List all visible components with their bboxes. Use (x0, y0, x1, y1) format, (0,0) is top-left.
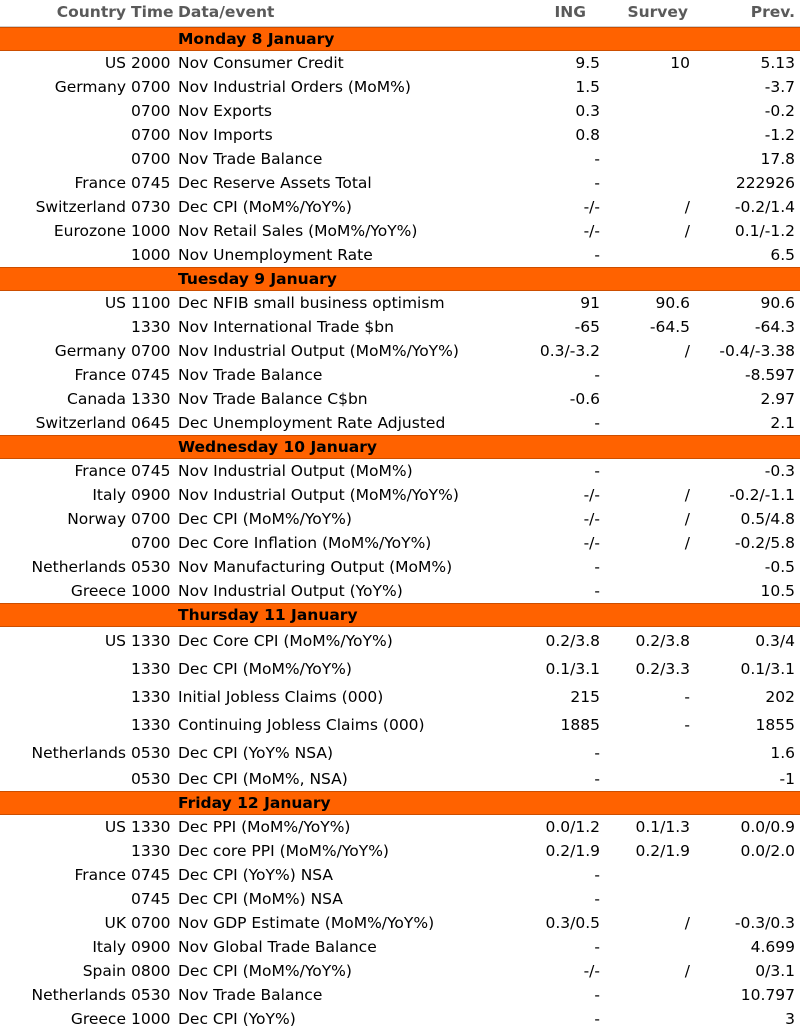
row-previous: 0.1/-1.2 (734, 222, 795, 240)
table-row (0, 315, 800, 339)
table-row (0, 387, 800, 411)
row-previous: -8.597 (745, 366, 795, 384)
row-event: Nov Global Trade Balance (178, 938, 377, 956)
row-country: Italy (92, 486, 126, 504)
row-event: Nov Trade Balance (178, 986, 323, 1004)
row-time: 0700 (131, 102, 171, 120)
row-previous: 0.0/0.9 (740, 818, 795, 836)
row-time: 0700 (131, 510, 171, 528)
table-row (0, 935, 800, 959)
row-previous: -0.2/1.4 (734, 198, 795, 216)
row-survey-forecast: / (684, 198, 690, 216)
row-event: Dec Core CPI (MoM%/YoY%) (178, 632, 393, 650)
row-previous: -0.3/0.3 (734, 914, 795, 932)
row-country: Netherlands (31, 986, 126, 1004)
row-country: Eurozone (53, 222, 126, 240)
table-row (0, 555, 800, 579)
row-time: 1330 (131, 716, 171, 734)
table-row (0, 75, 800, 99)
row-ing-forecast: - (594, 462, 600, 480)
row-time: 0800 (131, 962, 171, 980)
row-previous: 1.6 (770, 744, 795, 762)
table-row (0, 863, 800, 887)
row-country: Germany (54, 78, 126, 96)
days-container (0, 27, 800, 1031)
table-row (0, 683, 800, 711)
row-country: US (104, 818, 126, 836)
row-ing-forecast: 0.3 (575, 102, 600, 120)
row-ing-forecast: 215 (570, 688, 600, 706)
table-row (0, 291, 800, 315)
row-event: Nov Trade Balance C$bn (178, 390, 368, 408)
row-ing-forecast: 0.3/0.5 (545, 914, 600, 932)
header-survey: Survey (627, 3, 688, 21)
table-row (0, 411, 800, 435)
row-previous: -0.5 (764, 558, 795, 576)
header-time: Time (131, 3, 174, 21)
row-previous: -0.4/-3.38 (719, 342, 795, 360)
row-survey-forecast: - (684, 716, 690, 734)
row-previous: -0.2/5.8 (734, 534, 795, 552)
row-time: 0530 (131, 986, 171, 1004)
row-time: 1330 (131, 660, 171, 678)
column-header-row (0, 0, 800, 27)
row-ing-forecast: 0.0/1.2 (545, 818, 600, 836)
table-row (0, 911, 800, 935)
table-row (0, 839, 800, 863)
row-time: 0745 (131, 174, 171, 192)
header-ing: ING (554, 3, 586, 21)
row-time: 1000 (131, 246, 171, 264)
row-time: 0700 (131, 126, 171, 144)
row-event: Continuing Jobless Claims (000) (178, 716, 425, 734)
row-previous: 0/3.1 (755, 962, 795, 980)
row-event: Nov Industrial Output (YoY%) (178, 582, 403, 600)
row-ing-forecast: - (594, 1010, 600, 1028)
row-time: 2000 (131, 54, 171, 72)
row-survey-forecast: 0.1/1.3 (635, 818, 690, 836)
row-event: Nov Trade Balance (178, 366, 323, 384)
row-previous: 5.13 (760, 54, 795, 72)
row-time: 0700 (131, 534, 171, 552)
row-country: France (74, 366, 126, 384)
row-event: Dec CPI (YoY%) NSA (178, 866, 334, 884)
row-time: 1000 (131, 222, 171, 240)
row-previous: 0.1/3.1 (740, 660, 795, 678)
row-survey-forecast: 0.2/3.3 (635, 660, 690, 678)
row-country: France (74, 866, 126, 884)
row-previous: 10.797 (740, 986, 795, 1004)
row-country: Canada (67, 390, 126, 408)
row-time: 0645 (131, 414, 171, 432)
row-event: Dec core PPI (MoM%/YoY%) (178, 842, 389, 860)
row-time: 1100 (131, 294, 171, 312)
row-event: Dec CPI (MoM%/YoY%) (178, 198, 352, 216)
row-ing-forecast: -/- (583, 962, 600, 980)
row-previous: 0.0/2.0 (740, 842, 795, 860)
row-event: Dec NFIB small business optimism (178, 294, 445, 312)
row-ing-forecast: -/- (583, 222, 600, 240)
row-event: Dec Core Inflation (MoM%/YoY%) (178, 534, 432, 552)
row-event: Nov Trade Balance (178, 150, 323, 168)
row-ing-forecast: - (594, 890, 600, 908)
row-country: Spain (82, 962, 126, 980)
row-event: Dec CPI (MoM%, NSA) (178, 770, 348, 788)
table-row (0, 483, 800, 507)
table-row (0, 147, 800, 171)
row-survey-forecast: / (684, 222, 690, 240)
table-row (0, 627, 800, 655)
table-row (0, 219, 800, 243)
row-time: 0900 (131, 486, 171, 504)
table-row (0, 459, 800, 483)
row-country: UK (104, 914, 126, 932)
table-row (0, 959, 800, 983)
row-previous: 2.1 (770, 414, 795, 432)
row-ing-forecast: 1885 (560, 716, 600, 734)
row-ing-forecast: - (594, 866, 600, 884)
row-time: 0745 (131, 462, 171, 480)
row-country: France (74, 174, 126, 192)
row-previous: 17.8 (760, 150, 795, 168)
row-event: Nov Consumer Credit (178, 54, 344, 72)
row-ing-forecast: - (594, 558, 600, 576)
row-country: Germany (54, 342, 126, 360)
row-previous: -1.2 (764, 126, 795, 144)
row-time: 0700 (131, 78, 171, 96)
row-country: US (104, 294, 126, 312)
row-previous: 3 (785, 1010, 795, 1028)
row-time: 0700 (131, 342, 171, 360)
row-time: 1330 (131, 318, 171, 336)
row-previous: 90.6 (760, 294, 795, 312)
row-event: Nov Unemployment Rate (178, 246, 373, 264)
table-row (0, 983, 800, 1007)
row-event: Nov Industrial Orders (MoM%) (178, 78, 411, 96)
table-row (0, 51, 800, 75)
row-ing-forecast: - (594, 770, 600, 788)
day-header (0, 791, 800, 815)
row-ing-forecast: - (594, 582, 600, 600)
row-ing-forecast: 91 (580, 294, 600, 312)
row-previous: 6.5 (770, 246, 795, 264)
row-ing-forecast: - (594, 986, 600, 1004)
table-row (0, 123, 800, 147)
row-ing-forecast: - (594, 246, 600, 264)
row-ing-forecast: 0.2/3.8 (545, 632, 600, 650)
day-header (0, 27, 800, 51)
day-label: Thursday 11 January (178, 606, 358, 624)
row-ing-forecast: 0.1/3.1 (545, 660, 600, 678)
row-time: 0530 (131, 744, 171, 762)
row-ing-forecast: -0.6 (569, 390, 600, 408)
table-row (0, 339, 800, 363)
table-row (0, 195, 800, 219)
table-row (0, 767, 800, 791)
row-ing-forecast: 9.5 (575, 54, 600, 72)
row-time: 0745 (131, 866, 171, 884)
row-ing-forecast: - (594, 414, 600, 432)
day-label: Friday 12 January (178, 794, 331, 812)
row-survey-forecast: / (684, 534, 690, 552)
row-ing-forecast: -/- (583, 534, 600, 552)
row-previous: 202 (765, 688, 795, 706)
table-row (0, 739, 800, 767)
row-previous: -0.3 (764, 462, 795, 480)
row-time: 1330 (131, 688, 171, 706)
header-event: Data/event (178, 3, 275, 21)
row-time: 1000 (131, 582, 171, 600)
row-ing-forecast: - (594, 744, 600, 762)
row-time: 1330 (131, 818, 171, 836)
row-survey-forecast: 90.6 (655, 294, 690, 312)
row-event: Nov GDP Estimate (MoM%/YoY%) (178, 914, 435, 932)
row-ing-forecast: - (594, 938, 600, 956)
row-ing-forecast: -/- (583, 198, 600, 216)
row-event: Dec CPI (MoM%) NSA (178, 890, 343, 908)
row-time: 1000 (131, 1010, 171, 1028)
row-event: Nov Imports (178, 126, 273, 144)
row-event: Nov Retail Sales (MoM%/YoY%) (178, 222, 418, 240)
row-time: 0745 (131, 890, 171, 908)
row-time: 0730 (131, 198, 171, 216)
row-event: Nov Industrial Output (MoM%/YoY%) (178, 486, 459, 504)
row-previous: -0.2 (764, 102, 795, 120)
row-ing-forecast: - (594, 366, 600, 384)
table-row (0, 243, 800, 267)
row-event: Dec CPI (YoY% NSA) (178, 744, 334, 762)
row-event: Nov Exports (178, 102, 272, 120)
row-survey-forecast: 0.2/3.8 (635, 632, 690, 650)
table-row (0, 1007, 800, 1031)
row-time: 0530 (131, 770, 171, 788)
row-survey-forecast: 0.2/1.9 (635, 842, 690, 860)
row-time: 0700 (131, 150, 171, 168)
row-previous: -0.2/-1.1 (729, 486, 795, 504)
row-event: Dec CPI (MoM%/YoY%) (178, 660, 352, 678)
row-event: Dec CPI (YoY%) (178, 1010, 296, 1028)
row-ing-forecast: -/- (583, 486, 600, 504)
row-event: Initial Jobless Claims (000) (178, 688, 384, 706)
row-previous: 2.97 (760, 390, 795, 408)
row-previous: 0.3/4 (755, 632, 795, 650)
row-ing-forecast: - (594, 150, 600, 168)
row-time: 0700 (131, 914, 171, 932)
table-row (0, 815, 800, 839)
row-survey-forecast: - (684, 688, 690, 706)
row-previous: 4.699 (750, 938, 795, 956)
row-event: Dec PPI (MoM%/YoY%) (178, 818, 351, 836)
table-row (0, 531, 800, 555)
day-label: Monday 8 January (178, 30, 335, 48)
row-survey-forecast: / (684, 962, 690, 980)
row-ing-forecast: 1.5 (575, 78, 600, 96)
row-time: 1330 (131, 842, 171, 860)
row-ing-forecast: -65 (574, 318, 600, 336)
row-event: Nov Industrial Output (MoM%) (178, 462, 413, 480)
row-previous: 10.5 (760, 582, 795, 600)
row-time: 0900 (131, 938, 171, 956)
row-event: Dec Unemployment Rate Adjusted (178, 414, 446, 432)
day-header (0, 435, 800, 459)
header-country: Country (56, 3, 126, 21)
table-row (0, 507, 800, 531)
row-survey-forecast: / (684, 486, 690, 504)
day-label: Wednesday 10 January (178, 438, 377, 456)
row-event: Dec CPI (MoM%/YoY%) (178, 510, 352, 528)
row-country: Italy (92, 938, 126, 956)
table-row (0, 579, 800, 603)
row-survey-forecast: / (684, 914, 690, 932)
row-country: Switzerland (35, 414, 126, 432)
row-ing-forecast: 0.2/1.9 (545, 842, 600, 860)
row-ing-forecast: -/- (583, 510, 600, 528)
row-time: 1330 (131, 390, 171, 408)
table-row (0, 171, 800, 195)
day-header (0, 603, 800, 627)
row-country: Netherlands (31, 558, 126, 576)
row-country: US (104, 54, 126, 72)
row-event: Nov International Trade $bn (178, 318, 394, 336)
row-event: Dec Reserve Assets Total (178, 174, 372, 192)
row-ing-forecast: 0.3/-3.2 (539, 342, 600, 360)
day-label: Tuesday 9 January (178, 270, 337, 288)
row-previous: 222926 (735, 174, 795, 192)
table-row (0, 655, 800, 683)
row-event: Dec CPI (MoM%/YoY%) (178, 962, 352, 980)
row-survey-forecast: / (684, 342, 690, 360)
row-country: France (74, 462, 126, 480)
row-previous: -64.3 (754, 318, 795, 336)
row-previous: 1855 (755, 716, 795, 734)
table-row (0, 99, 800, 123)
table-row (0, 887, 800, 911)
row-country: Norway (67, 510, 126, 528)
row-time: 0745 (131, 366, 171, 384)
row-survey-forecast: 10 (670, 54, 690, 72)
row-country: Netherlands (31, 744, 126, 762)
row-event: Nov Industrial Output (MoM%/YoY%) (178, 342, 459, 360)
row-time: 1330 (131, 632, 171, 650)
row-country: Greece (70, 1010, 126, 1028)
row-ing-forecast: 0.8 (575, 126, 600, 144)
row-country: Switzerland (35, 198, 126, 216)
row-ing-forecast: - (594, 174, 600, 192)
table-row (0, 711, 800, 739)
header-prev: Prev. (750, 3, 795, 21)
table-row (0, 363, 800, 387)
row-previous: -3.7 (764, 78, 795, 96)
day-header (0, 267, 800, 291)
row-previous: -1 (779, 770, 795, 788)
row-previous: 0.5/4.8 (740, 510, 795, 528)
row-survey-forecast: / (684, 510, 690, 528)
row-survey-forecast: -64.5 (649, 318, 690, 336)
row-event: Nov Manufacturing Output (MoM%) (178, 558, 453, 576)
row-time: 0530 (131, 558, 171, 576)
row-country: US (104, 632, 126, 650)
row-country: Greece (70, 582, 126, 600)
